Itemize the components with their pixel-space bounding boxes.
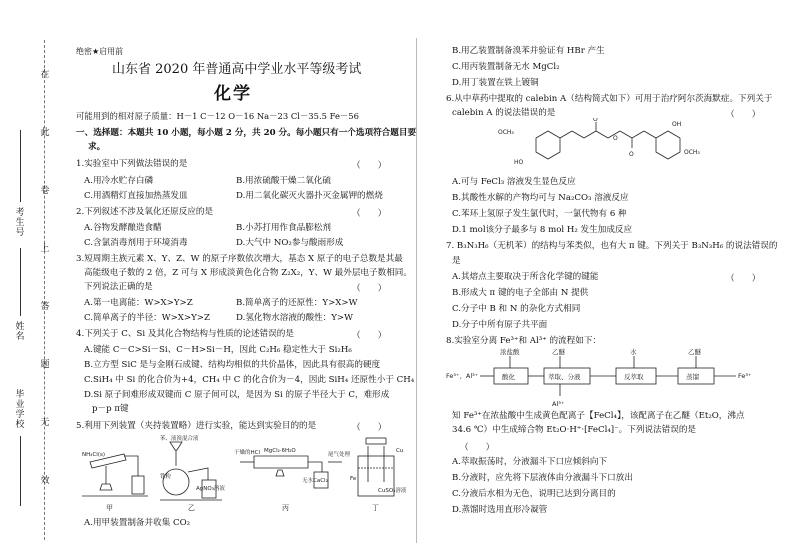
mol-och3-a: OCH₃ xyxy=(498,129,514,136)
q6-option-b[interactable]: B.其酸性水解的产物均可与 Na₂CO₃ 溶液反应 xyxy=(452,193,629,203)
q6-stem-line2: calebin A 的说法错误的是 xyxy=(452,108,556,118)
flow-input: Fe³⁺、Al³⁺ xyxy=(446,372,479,380)
q5-stem: 5.利用下列装置（夹持装置略）进行实验，能达到实验目的的是 xyxy=(76,421,317,431)
flow-box-backextract: 反萃取 xyxy=(624,373,644,381)
label-fe: Fe xyxy=(350,476,357,482)
binding-dashed-line xyxy=(44,40,45,540)
binding-dot-1: 在 xyxy=(40,70,50,80)
exam-title: 山东省 2020 年普通高中学业水平等级考试 xyxy=(112,62,362,77)
q4-answer-paren[interactable]: （ ） xyxy=(352,331,387,341)
q5-option-a[interactable]: A.用甲装置制备并收集 CO₂ xyxy=(84,518,191,528)
school-line[interactable] xyxy=(20,436,21,506)
name-line[interactable] xyxy=(20,248,21,316)
label-ding: 丁 xyxy=(372,504,379,512)
label-nh4cl: NH₄Cl(s) xyxy=(82,452,105,458)
mol-och3-b: OCH₃ xyxy=(684,149,700,156)
q4-option-c[interactable]: C.SiH₄ 中 Si 的化合价为+4，CH₄ 中 C 的化合价为－4，因此 SiH₄ 还原性小于 CH₄ xyxy=(84,375,415,385)
q3-stem-line1: 3.短周期主族元素 X、Y、Z、W 的原子序数依次增大，基态 X 原子的电子总数是其最 xyxy=(76,254,403,264)
q8-option-b[interactable]: B.分液时，应先将下层液体由分液漏斗下口放出 xyxy=(452,473,633,483)
field-student-number: 考生号 xyxy=(15,208,25,238)
q4-option-b[interactable]: B.立方型 SiC 是与金刚石成键、结构均相似的共价晶体，因此具有很高的硬度 xyxy=(84,360,381,370)
q8-answer-paren[interactable]: （ ） xyxy=(460,443,495,453)
mol-o-1: O xyxy=(593,118,598,123)
q8-option-d[interactable]: D.蒸馏时选用直形冷凝管 xyxy=(452,505,548,515)
q7-option-a[interactable]: A.其熔点主要取决于所含化学键的键能 xyxy=(452,272,599,282)
label-cuso4: CuSO₄溶液 xyxy=(378,488,407,494)
q6-option-a[interactable]: A.可与 FeCl₃ 溶液发生显色反应 xyxy=(452,177,576,187)
flow-out-al: Al³⁺ xyxy=(552,400,565,408)
label-yi: 乙 xyxy=(188,504,195,512)
binding-dot-7: 无 xyxy=(40,418,50,428)
column-separator xyxy=(416,38,417,543)
q8-option-c[interactable]: C.分液后水相为无色，说明已达到分离目的 xyxy=(452,489,616,499)
flow-ether-1: 乙醚 xyxy=(552,348,565,356)
q2-option-b[interactable]: B.小苏打用作食品膨松剂 xyxy=(236,223,331,233)
section1-line1: 一、选择题：本题共 10 小题，每小题 2 分，共 20 分。每小题只有一个选项符合题目要 xyxy=(76,128,417,138)
q5-apparatus-figure xyxy=(76,432,410,514)
q5-option-d[interactable]: D.用丁装置在铁上镀铜 xyxy=(452,78,539,88)
q8-flowchart xyxy=(446,348,764,410)
calebin-a-structure xyxy=(496,118,736,170)
section1-line2: 求。 xyxy=(88,142,106,152)
secret-label: 绝密★启用前 xyxy=(76,47,124,56)
q5-answer-paren[interactable]: （ ） xyxy=(352,423,387,433)
binding-dot-2: 此 xyxy=(40,128,50,138)
q1-stem: 1.实验室中下列做法错误的是 xyxy=(76,159,188,169)
flow-water: 水 xyxy=(630,348,637,356)
mol-oh: OH xyxy=(672,121,682,128)
q7-stem-line2: 是 xyxy=(452,256,461,266)
q3-option-b[interactable]: B.简单离子的还原性：Y>X>W xyxy=(236,298,358,308)
binding-dot-5: 答 xyxy=(40,302,50,312)
subject-title: 化学 xyxy=(214,84,252,104)
mol-o-3: O xyxy=(629,151,634,158)
q3-option-a[interactable]: A.第一电离能：W>X>Y>Z xyxy=(84,298,193,308)
flow-out-fe: Fe³⁺ xyxy=(738,372,752,380)
flow-hcl: 浓盐酸 xyxy=(500,348,520,356)
q7-answer-paren[interactable]: （ ） xyxy=(726,274,761,284)
q7-option-c[interactable]: C.分子中 B 和 N 的杂化方式相同 xyxy=(452,304,581,314)
label-bing: 丙 xyxy=(282,504,289,512)
label-agno3: AgNO₃溶液 xyxy=(196,486,225,492)
label-iron: 铁粉 xyxy=(160,474,172,480)
label-jia: 甲 xyxy=(106,504,113,512)
q7-stem-line1: 7. B₃N₃H₆（无机苯）的结构与苯类似，也有大 π 键。下列关于 B₃N₃H₆ 的说法错误的 xyxy=(446,241,778,251)
binding-dot-4: 上 xyxy=(40,244,50,254)
q5-option-c[interactable]: C.用丙装置制备无水 MgCl₂ xyxy=(452,62,560,72)
q8-text-line2: 34.6 ℃）中生成缔合物 Et₂O·H⁺·[FeCl₄]⁻。下列说法错误的是 xyxy=(452,425,697,435)
mol-ho-1: HO xyxy=(514,159,524,166)
q6-option-c[interactable]: C.苯环上氢原子发生氯代时，一氯代物有 6 种 xyxy=(452,209,627,219)
q8-stem: 8.实验室分离 Fe³⁺和 Al³⁺ 的流程如下： xyxy=(446,336,602,346)
q1-option-b[interactable]: B.用浓硫酸干燥二氧化硫 xyxy=(236,176,331,186)
q1-option-a[interactable]: A.用冷水贮存白磷 xyxy=(84,176,154,186)
q4-stem: 4.下列关于 C、Si 及其化合物结构与性质的论述错误的是 xyxy=(76,329,294,339)
binding-dot-6: 题 xyxy=(40,360,50,370)
field-school: 毕业学校 xyxy=(15,390,25,430)
q3-stem-line2: 高能级电子数的 2 倍，Z 可与 X 形成淡黄色化合物 Z₂X₂，Y、W 最外层电子数相同。 xyxy=(84,268,412,278)
q2-option-d[interactable]: D.大气中 NO₂参与酸雨形成 xyxy=(236,238,344,248)
q2-option-c[interactable]: C.含氯消毒剂用于环境消毒 xyxy=(84,238,188,248)
label-ben-bromine: 苯、液溴混合液 xyxy=(160,436,199,442)
atomic-masses: 可能用到的相对原子质量：H－1 C－12 O－16 Na－23 Cl－35.5 Fe－56 xyxy=(76,111,359,121)
binding-dot-3: 卷 xyxy=(40,186,50,196)
label-mgcl2: MgCl₂·6H₂O xyxy=(264,448,296,454)
student-number-line[interactable] xyxy=(20,130,21,202)
label-dry-hcl: 干燥的HCl xyxy=(234,450,261,456)
q6-option-d[interactable]: D.1 mol该分子最多与 8 mol H₂ 发生加成反应 xyxy=(452,225,633,235)
q4-option-a[interactable]: A.键能 C－C>Si－Si、C－H>Si－H，因此 C₂H₆ 稳定性大于 Si₂H₆ xyxy=(84,345,352,355)
binding-dot-8: 效 xyxy=(40,476,50,486)
field-name: 姓名 xyxy=(15,322,25,342)
label-cu: Cu xyxy=(396,448,404,454)
q3-option-d[interactable]: D.氢化物水溶液的酸性：Y>W xyxy=(236,313,353,323)
flow-ether-2: 乙醚 xyxy=(688,348,701,356)
label-tail: 尾气处理 xyxy=(328,452,351,458)
flow-box-distill: 蒸馏 xyxy=(686,373,699,381)
flow-box-acidify: 酸化 xyxy=(502,373,515,381)
q1-option-c[interactable]: C.用酒精灯直接加热蒸发皿 xyxy=(84,191,188,201)
q8-option-a[interactable]: A.萃取振荡时，分液漏斗下口应倾斜向下 xyxy=(452,457,608,467)
q6-stem-line1: 6.从中草药中提取的 calebin A（结构简式如下）可用于治疗阿尔茨海默症。下列关于 xyxy=(446,94,773,104)
q1-answer-paren[interactable]: （ ） xyxy=(352,161,387,171)
q7-option-d[interactable]: D.分子中所有原子共平面 xyxy=(452,320,548,330)
binding-margin xyxy=(0,0,60,560)
q2-stem: 2.下列叙述不涉及氧化还原反应的是 xyxy=(76,207,214,217)
q7-option-b[interactable]: B.形成大 π 键的电子全部由 N 提供 xyxy=(452,288,589,298)
q1-option-d[interactable]: D.用二氧化碳灭火器扑灭金属钾的燃烧 xyxy=(236,191,383,201)
q3-stem-line3: 下列说法正确的是 xyxy=(84,282,153,292)
q2-option-a[interactable]: A.谷物发酵酿造食醋 xyxy=(84,223,162,233)
q5-option-b[interactable]: B.用乙装置制备溴苯并验证有 HBr 产生 xyxy=(452,46,605,56)
q4-option-d-line2[interactable]: p－p π键 xyxy=(92,404,129,414)
q3-answer-paren[interactable]: （ ） xyxy=(352,284,387,294)
label-anhydrous: 无水CaCl₂ xyxy=(302,478,328,484)
q6-answer-paren[interactable]: （ ） xyxy=(726,110,761,120)
q4-option-d-line1[interactable]: D.Si 原子间难形成双键而 C 原子间可以，是因为 Si 的原子半径大于 C，难形成 xyxy=(84,390,390,400)
flow-box-extract: 萃取、分液 xyxy=(548,373,581,381)
q2-answer-paren[interactable]: （ ） xyxy=(352,209,387,219)
q8-text-line1: 知 Fe³⁺在浓盐酸中生成黄色配离子【FeCl₄】，该配离子在乙醚（Et₂O，沸点 xyxy=(452,411,745,421)
mol-o-2: O xyxy=(613,135,618,142)
q3-option-c[interactable]: C.简单离子的半径：W>X>Y>Z xyxy=(84,313,210,323)
